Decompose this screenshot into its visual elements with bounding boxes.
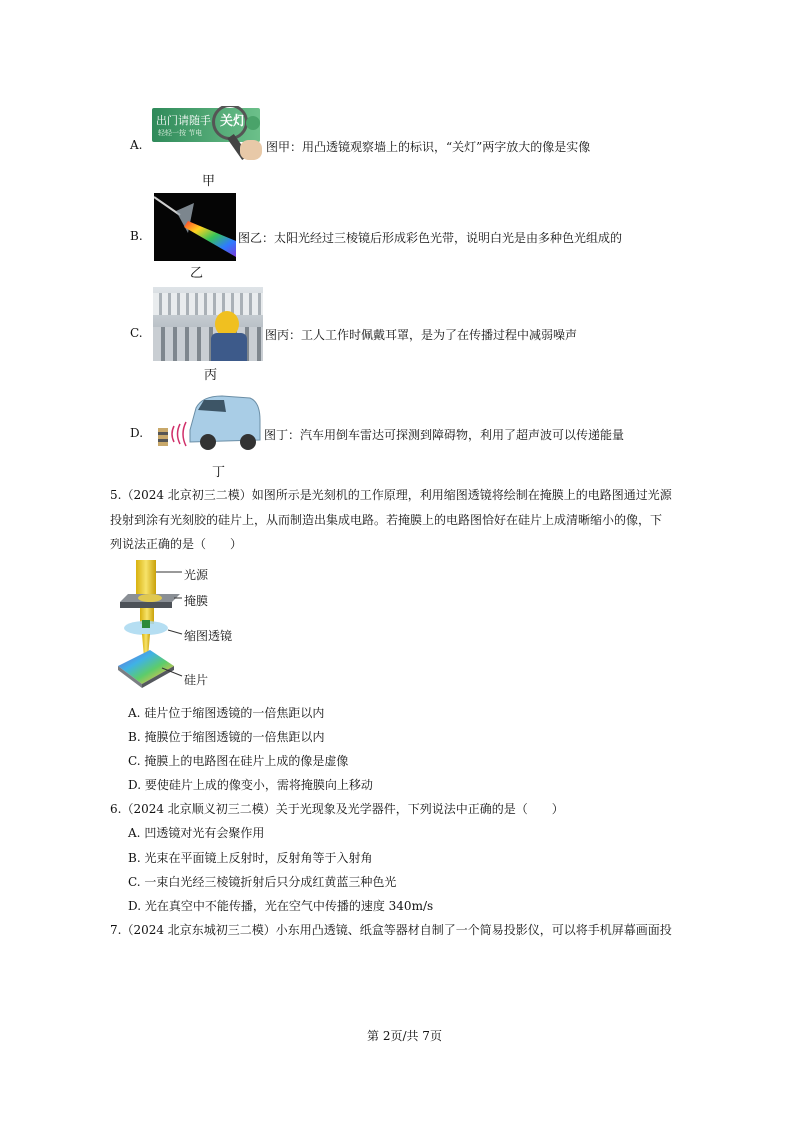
option-b-text: 图乙：太阳光经过三棱镜后形成彩色光带，说明白光是由多种色光组成的 xyxy=(238,231,623,245)
q5-option-a: A. 硅片位于缩图透镜的一倍焦距以内 xyxy=(128,706,325,720)
q5-stem-line3: 列说法正确的是（ ） xyxy=(110,537,243,551)
lithography-diagram xyxy=(112,558,242,692)
caption-yi: 乙 xyxy=(190,266,204,281)
page-number: 第 2页/共 7页 xyxy=(367,1029,442,1043)
diagram-label-light-source: 光源 xyxy=(184,568,209,582)
prism-spectrum-icon xyxy=(154,193,236,261)
option-d-text: 图丁：汽车用倒车雷达可探测到障碍物，利用了超声波可以传递能量 xyxy=(264,428,625,442)
figure-ding-car-image xyxy=(150,390,262,456)
option-c-letter: C. xyxy=(130,326,143,340)
q5-stem-line2: 投射到涂有光刻胶的硅片上，从而制造出集成电路。若掩膜上的电路图恰好在硅片上成清晰缩小的像，下 xyxy=(110,513,663,527)
option-c-text: 图丙：工人工作时佩戴耳罩，是为了在传播过程中减弱噪声 xyxy=(265,328,578,342)
q5-option-b: B. 掩膜位于缩图透镜的一倍焦距以内 xyxy=(128,730,325,744)
q5-stem-line1: 5.（2024 北京初三二模）如图所示是光刻机的工作原理，利用缩图透镜将绘制在掩膜上的电路图通过光源 xyxy=(110,488,672,502)
sign-main-text: 出门请随手 xyxy=(156,114,211,127)
q5-option-d: D. 要使硅片上成的像变小，需将掩膜向上移动 xyxy=(128,778,373,792)
sign-sub-text: 轻轻一按 节电 xyxy=(158,129,203,137)
option-a-letter: A. xyxy=(130,138,143,152)
sign-key-text: 关灯 xyxy=(220,114,247,129)
option-d-letter: D. xyxy=(130,426,144,440)
q7-stem: 7.（2024 北京东城初三二模）小东用凸透镜、纸盒等器材自制了一个简易投影仪，可以将手机屏幕画面投 xyxy=(110,923,672,937)
diagram-label-wafer: 硅片 xyxy=(184,673,209,687)
caption-ding: 丁 xyxy=(212,465,226,480)
car-radar-icon xyxy=(150,390,262,456)
caption-bing: 丙 xyxy=(204,368,218,383)
q6-option-c: C. 一束白光经三棱镜折射后只分成红黄蓝三种色光 xyxy=(128,875,397,889)
q6-stem: 6.（2024 北京顺义初三二模）关于光现象及光学器件，下列说法中正确的是（ ） xyxy=(110,802,564,816)
figure-bing-worker-image xyxy=(153,287,263,361)
figure-jia-sign-image xyxy=(150,106,264,164)
q6-option-a: A. 凹透镜对光有会聚作用 xyxy=(128,826,265,840)
option-a-text: 图甲：用凸透镜观察墙上的标识，“关灯”两字放大的像是实像 xyxy=(266,140,591,154)
diagram-label-mask: 掩膜 xyxy=(184,594,209,608)
q6-option-d: D. 光在真空中不能传播，光在空气中传播的速度 340m/s xyxy=(128,899,434,913)
q6-option-b: B. 光束在平面镜上反射时，反射角等于入射角 xyxy=(128,851,373,865)
option-b-letter: B. xyxy=(130,229,143,243)
caption-jia: 甲 xyxy=(202,174,216,189)
diagram-label-lens: 缩图透镜 xyxy=(184,629,233,643)
q5-option-c: C. 掩膜上的电路图在硅片上成的像是虚像 xyxy=(128,754,349,768)
figure-yi-prism-image xyxy=(154,193,236,261)
